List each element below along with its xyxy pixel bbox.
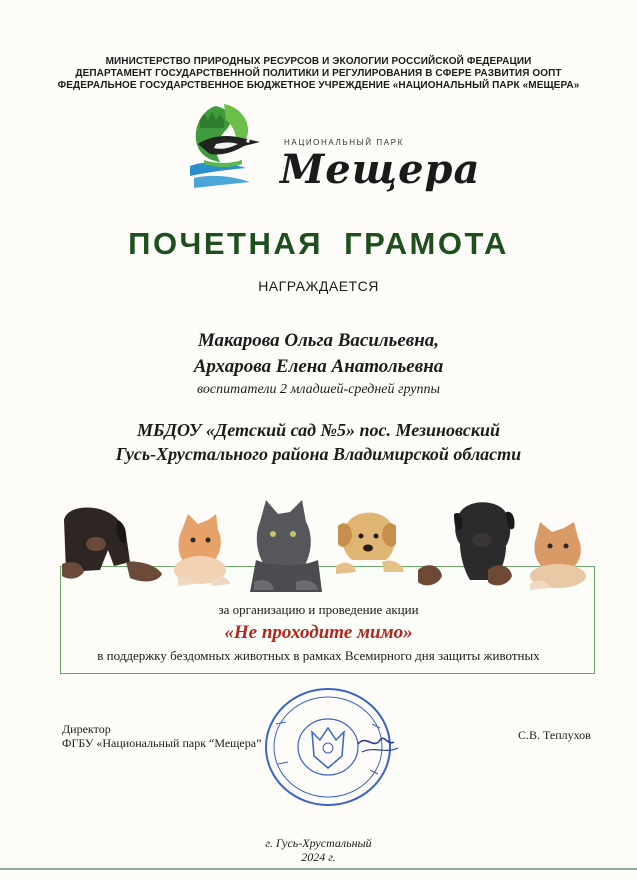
institution-line: ФЕДЕРАЛЬНОЕ ГОСУДАРСТВЕННОЕ БЮДЖЕТНОЕ УЧРЕЖДЕНИЕ «НАЦИОНАЛЬНЫЙ ПАРК «МЕЩЕРА»	[57, 80, 580, 91]
park-name: Мещера	[280, 146, 481, 193]
signer-organization: ФГБУ «Национальный парк “Мещера”	[62, 736, 262, 750]
official-seal-icon	[262, 684, 402, 810]
kitten-icon	[530, 522, 586, 590]
dog-icon	[62, 508, 162, 582]
organization-line-1: МБДОУ «Детский сад №5» пос. Мезиновский	[136, 420, 500, 440]
certificate-title: ПОЧЕТНАЯ ГРАМОТА	[128, 226, 509, 261]
bird-logo-icon	[186, 100, 264, 192]
ministry-line: МИНИСТЕРСТВО ПРИРОДНЫХ РЕСУРСОВ И ЭКОЛОГИИ РОССИЙСКОЙ ФЕДЕРАЦИИ	[105, 56, 532, 67]
animals-illustration	[60, 500, 597, 592]
organization-line-2: Гусь-Хрустального района Владимирской области	[115, 444, 522, 464]
signer-name: С.В. Теплухов	[518, 728, 591, 742]
bottom-border	[0, 868, 637, 870]
signer-position: Директор	[62, 722, 111, 736]
kitten-icon	[174, 514, 230, 586]
recipient-name-2: Архарова Елена Анатольевна	[193, 356, 444, 377]
campaign-name: «Не проходите мимо»	[224, 622, 413, 643]
recipient-role: воспитатели 2 младшей-средней группы	[197, 382, 440, 397]
park-caption: НАЦИОНАЛЬНЫЙ ПАРК	[284, 138, 404, 147]
campaign-purpose: в поддержку бездомных животных в рамках Всемирного дня защиты животных	[97, 648, 540, 663]
cat-icon	[250, 500, 322, 592]
puppy-icon	[336, 513, 404, 574]
recipient-name-1: Макарова Ольга Васильевна,	[197, 330, 440, 351]
footer-city: г. Гусь-Хрустальный	[265, 836, 372, 850]
dog-icon	[418, 502, 515, 585]
award-reason: за организацию и проведение акции	[218, 602, 419, 617]
department-line: ДЕПАРТАМЕНТ ГОСУДАРСТВЕННОЙ ПОЛИТИКИ И РЕГУЛИРОВАНИЯ В СФЕРЕ РАЗВИТИЯ ООПТ	[75, 68, 562, 79]
awarded-label: НАГРАЖДАЕТСЯ	[258, 278, 379, 294]
footer-year: 2024 г.	[301, 850, 336, 864]
